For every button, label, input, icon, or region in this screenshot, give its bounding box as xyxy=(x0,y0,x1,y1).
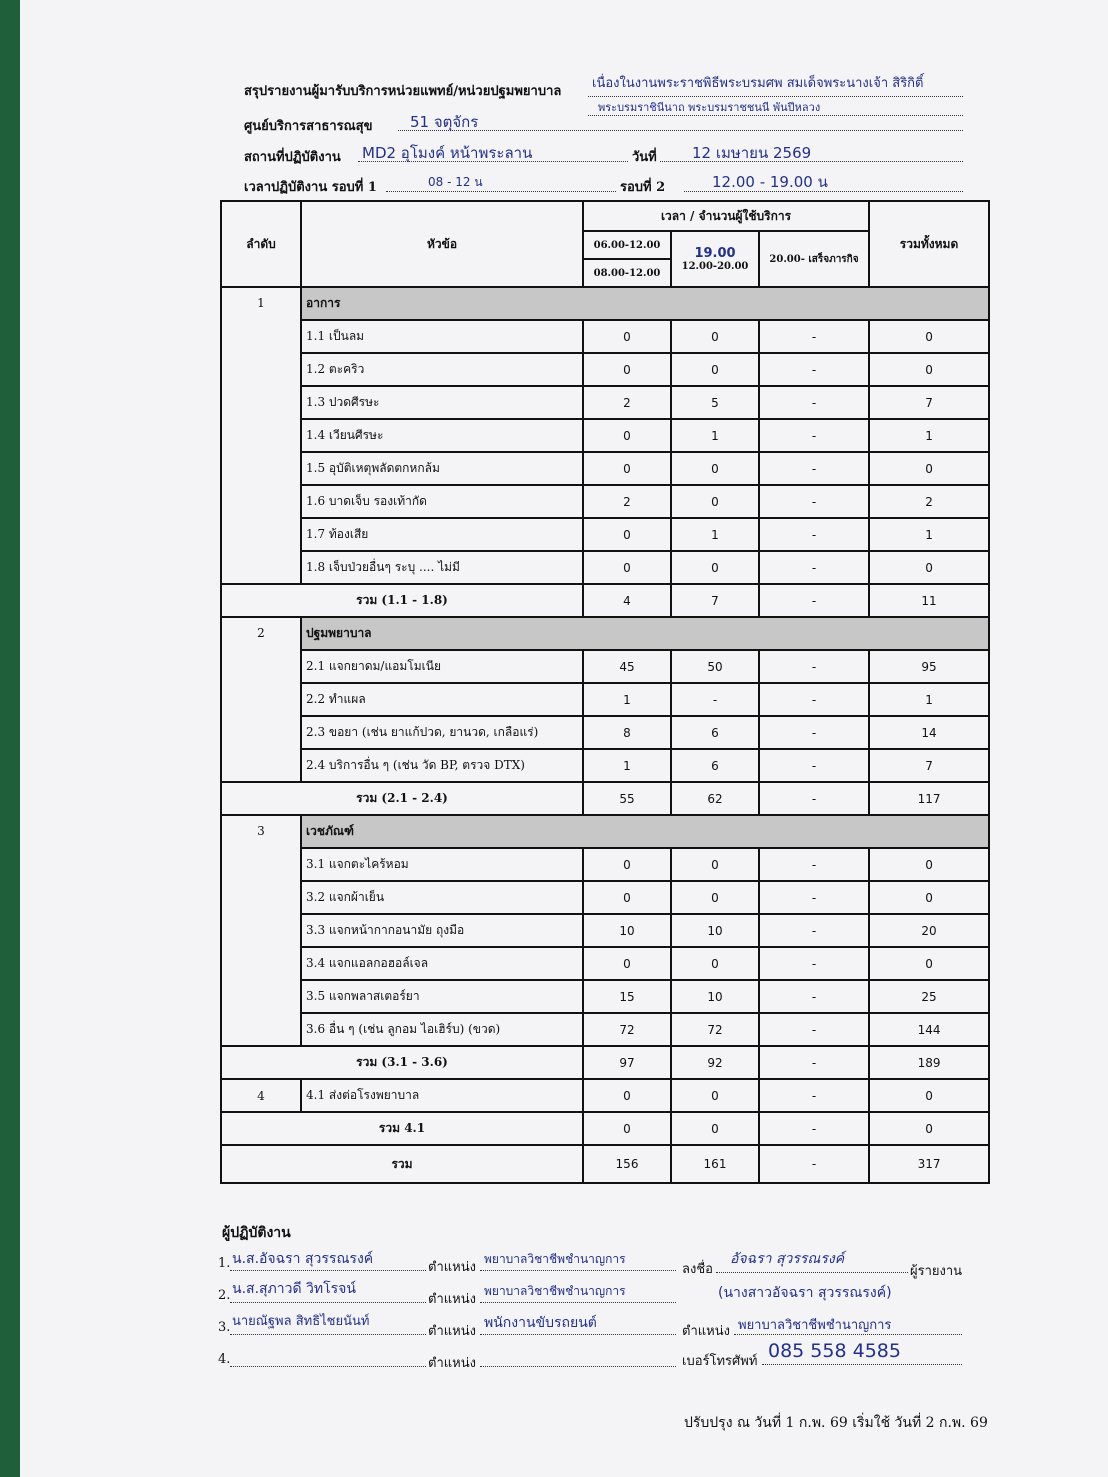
subtotal-v3: - xyxy=(759,1112,869,1145)
reporter-position: พยาบาลวิชาชีพชำนาญการ xyxy=(738,1318,892,1333)
row-label: 1.4 เวียนศีรษะ xyxy=(301,419,583,452)
row-v2: 0 xyxy=(671,848,759,881)
row-label: 1.6 บาดเจ็บ รองเท้ากัด xyxy=(301,485,583,518)
time-value-2: 12.00 - 19.00 น xyxy=(712,173,828,191)
row-v2: 6 xyxy=(671,749,759,782)
header-index: ลำดับ xyxy=(221,201,301,287)
subtotal-total: 0 xyxy=(869,1112,989,1145)
row-label: 3.1 แจกตะไคร้หอม xyxy=(301,848,583,881)
subtotal-row xyxy=(221,1112,989,1145)
row-v3: - xyxy=(759,353,869,386)
row-label: 3.4 แจกแอลกอฮอล์เจล xyxy=(301,947,583,980)
row-v2: 0 xyxy=(671,947,759,980)
subtotal-total: 189 xyxy=(869,1046,989,1079)
staff-position-label: ตำแหน่ง xyxy=(428,1356,476,1371)
reporter-label: ผู้รายงาน xyxy=(910,1264,963,1279)
row-v3: - xyxy=(759,485,869,518)
table-row xyxy=(221,914,989,947)
staff-no: 4. xyxy=(218,1352,231,1367)
section-index: 1 xyxy=(221,287,301,584)
row-v2: 10 xyxy=(671,914,759,947)
header-slot2 xyxy=(671,231,759,287)
row-v2: 0 xyxy=(671,353,759,386)
table-row xyxy=(221,551,989,584)
signature-label: ลงชื่อ xyxy=(682,1262,713,1277)
row-v3: - xyxy=(759,1013,869,1046)
section-title: อาการ xyxy=(301,287,989,320)
header-slot2-label: 12.00-20.00 xyxy=(681,261,749,272)
subtotal-label: รวม (1.1 - 1.8) xyxy=(221,584,583,617)
staff-position-label: ตำแหน่ง xyxy=(428,1260,476,1275)
dotted-line xyxy=(230,1334,426,1335)
dotted-line xyxy=(230,1366,426,1367)
row-total: 1 xyxy=(869,683,989,716)
row-v3: - xyxy=(759,518,869,551)
subtotal-v3: - xyxy=(759,584,869,617)
signature-value: อัจฉรา สุวรรณรงค์ xyxy=(730,1251,845,1267)
row-v2: 1 xyxy=(671,518,759,551)
subtotal-v3: - xyxy=(759,1046,869,1079)
row-v3: - xyxy=(759,650,869,683)
dotted-line xyxy=(480,1302,676,1303)
row-total: 20 xyxy=(869,914,989,947)
row-v3: - xyxy=(759,320,869,353)
reporter-position-label: ตำแหน่ง xyxy=(682,1324,730,1339)
table-row xyxy=(221,1013,989,1046)
section-index: 3 xyxy=(221,815,301,1046)
row-v3: - xyxy=(759,947,869,980)
row-total: 7 xyxy=(869,386,989,419)
row-v1: 0 xyxy=(583,947,671,980)
staff-position: พนักงานขับรถยนต์ xyxy=(484,1315,597,1331)
time-label: เวลาปฏิบัติงาน รอบที่ 1 xyxy=(244,180,377,195)
subtotal-v2: 62 xyxy=(671,782,759,815)
row-label: 3.2 แจกผ้าเย็น xyxy=(301,881,583,914)
table-row xyxy=(221,518,989,551)
staff-no: 2. xyxy=(218,1288,231,1303)
row-v1: 0 xyxy=(583,518,671,551)
staff-no: 1. xyxy=(218,1256,231,1271)
header-slot1-b: 08.00-12.00 xyxy=(583,259,671,287)
staff-position: พยาบาลวิชาชีพชำนาญการ xyxy=(484,1284,626,1298)
location-label: สถานที่ปฏิบัติงาน xyxy=(244,150,341,165)
row-v2: 1 xyxy=(671,419,759,452)
row-v1: 1 xyxy=(583,683,671,716)
row-v1: 0 xyxy=(583,353,671,386)
row-v2: 72 xyxy=(671,1013,759,1046)
row-label: 2.3 ขอยา (เช่น ยาแก้ปวด, ยานวด, เกลือแร่) xyxy=(301,716,583,749)
row-total: 2 xyxy=(869,485,989,518)
row-v2: 0 xyxy=(671,881,759,914)
table-row xyxy=(221,980,989,1013)
center-value: 51 จตุจักร xyxy=(410,113,479,131)
row-v1: 0 xyxy=(583,320,671,353)
row-v3: - xyxy=(759,914,869,947)
row-v3: - xyxy=(759,419,869,452)
row-v2: 50 xyxy=(671,650,759,683)
table-row xyxy=(221,485,989,518)
row-label: 1.7 ท้องเสีย xyxy=(301,518,583,551)
row-total: 0 xyxy=(869,1079,989,1112)
grand-total-v3: - xyxy=(759,1145,869,1183)
staff-position-label: ตำแหน่ง xyxy=(428,1324,476,1339)
table-row xyxy=(221,386,989,419)
dotted-line xyxy=(762,1364,962,1365)
grand-total-row xyxy=(221,1145,989,1183)
dotted-line xyxy=(588,115,963,116)
subtotal-v1: 97 xyxy=(583,1046,671,1079)
row-total: 1 xyxy=(869,518,989,551)
round2-label: รอบที่ 2 xyxy=(620,180,666,195)
row-total: 0 xyxy=(869,551,989,584)
section-index: 2 xyxy=(221,617,301,782)
title-value-1: เนื่องในงานพระราชพิธีพระบรมศพ สมเด็จพระนางเจ้า สิริกิติ์ xyxy=(592,76,924,91)
header-slot3: 20.00- เสร็จภารกิจ xyxy=(759,231,869,287)
staff-name: น.ส.สุภาวดี วิทโรจน์ xyxy=(232,1281,356,1297)
row-v3: - xyxy=(759,386,869,419)
subtotal-label: รวม (2.1 - 2.4) xyxy=(221,782,583,815)
row-label: 2.4 บริการอื่น ๆ (เช่น วัด BP, ตรวจ DTX) xyxy=(301,749,583,782)
row-total: 25 xyxy=(869,980,989,1013)
table-row xyxy=(221,320,989,353)
subtotal-row xyxy=(221,1046,989,1079)
row-v3: - xyxy=(759,848,869,881)
service-table xyxy=(220,200,990,1184)
revision-note: ปรับปรุง ณ วันที่ 1 ก.พ. 69 เริ่มใช้ วันที่ 2 ก.พ. 69 xyxy=(684,1415,988,1431)
row-v1: 0 xyxy=(583,551,671,584)
grand-total-v1: 156 xyxy=(583,1145,671,1183)
row-v1: 0 xyxy=(583,1079,671,1112)
dotted-line xyxy=(480,1270,676,1271)
row-v2: 0 xyxy=(671,1079,759,1112)
row-v1: 72 xyxy=(583,1013,671,1046)
header-slot2-note: 19.00 xyxy=(694,246,736,261)
staff-position-label: ตำแหน่ง xyxy=(428,1292,476,1307)
row-label: 2.1 แจกยาดม/แอมโมเนีย xyxy=(301,650,583,683)
row-total: 0 xyxy=(869,848,989,881)
table-row xyxy=(221,881,989,914)
row-v2: 10 xyxy=(671,980,759,1013)
subtotal-total: 11 xyxy=(869,584,989,617)
row-v1: 0 xyxy=(583,848,671,881)
row-total: 0 xyxy=(869,353,989,386)
row-v3: - xyxy=(759,716,869,749)
grand-total-label: รวม xyxy=(221,1145,583,1183)
row-v3: - xyxy=(759,683,869,716)
row-total: 14 xyxy=(869,716,989,749)
subtotal-v1: 0 xyxy=(583,1112,671,1145)
row-v2: - xyxy=(671,683,759,716)
subtotal-v2: 0 xyxy=(671,1112,759,1145)
row-total: 95 xyxy=(869,650,989,683)
row-v1: 0 xyxy=(583,881,671,914)
table-row xyxy=(221,650,989,683)
staff-position: พยาบาลวิชาชีพชำนาญการ xyxy=(484,1252,626,1266)
phone-value: 085 558 4585 xyxy=(768,1340,901,1362)
row-v1: 0 xyxy=(583,419,671,452)
table-row xyxy=(221,749,989,782)
subtotal-total: 117 xyxy=(869,782,989,815)
row-label: 1.2 ตะคริว xyxy=(301,353,583,386)
row-v2: 0 xyxy=(671,452,759,485)
table-row xyxy=(221,419,989,452)
staff-name: นายณัฐพล สิทธิไชยนันท์ xyxy=(232,1314,370,1329)
row-total: 0 xyxy=(869,947,989,980)
header-total: รวมทั้งหมด xyxy=(869,201,989,287)
subtotal-v2: 92 xyxy=(671,1046,759,1079)
row-v1: 2 xyxy=(583,386,671,419)
row-v3: - xyxy=(759,452,869,485)
dotted-line xyxy=(230,1270,426,1271)
date-label: วันที่ xyxy=(632,150,657,165)
row-v2: 0 xyxy=(671,320,759,353)
row-v3: - xyxy=(759,749,869,782)
row-v3: - xyxy=(759,881,869,914)
header-time-group: เวลา / จำนวนผู้ใช้บริการ xyxy=(583,201,869,231)
row-v2: 6 xyxy=(671,716,759,749)
row-v3: - xyxy=(759,551,869,584)
header-slot1-a: 06.00-12.00 xyxy=(583,231,671,259)
section-title: เวชภัณฑ์ xyxy=(301,815,989,848)
row-total: 0 xyxy=(869,320,989,353)
header-topic: หัวข้อ xyxy=(301,201,583,287)
staff-heading: ผู้ปฏิบัติงาน xyxy=(222,1225,291,1241)
row-v2: 0 xyxy=(671,485,759,518)
row-label: 3.3 แจกหน้ากากอนามัย ถุงมือ xyxy=(301,914,583,947)
table-row xyxy=(221,716,989,749)
row-v1: 15 xyxy=(583,980,671,1013)
table-row xyxy=(221,683,989,716)
table-row xyxy=(221,1079,989,1112)
row-label: 3.6 อื่น ๆ (เช่น ลูกอม ไอเฮิร์บ) (ขวด) xyxy=(301,1013,583,1046)
section-index: 4 xyxy=(221,1079,301,1112)
staff-name: น.ส.อัจฉรา สุวรรณรงค์ xyxy=(232,1251,374,1267)
subtotal-row xyxy=(221,782,989,815)
row-label: 4.1 ส่งต่อโรงพยาบาล xyxy=(301,1079,583,1112)
row-label: 1.3 ปวดศีรษะ xyxy=(301,386,583,419)
grand-total-total: 317 xyxy=(869,1145,989,1183)
row-v1: 45 xyxy=(583,650,671,683)
subtotal-label: รวม (3.1 - 3.6) xyxy=(221,1046,583,1079)
dotted-line xyxy=(588,96,963,97)
time-value-1: 08 - 12 น xyxy=(428,175,483,189)
subtotal-v1: 4 xyxy=(583,584,671,617)
subtotal-label: รวม 4.1 xyxy=(221,1112,583,1145)
dotted-line xyxy=(716,1272,908,1273)
row-total: 1 xyxy=(869,419,989,452)
row-v3: - xyxy=(759,1079,869,1112)
table-row xyxy=(221,353,989,386)
row-label: 3.5 แจกพลาสเตอร์ยา xyxy=(301,980,583,1013)
staff-no: 3. xyxy=(218,1320,231,1335)
row-v3: - xyxy=(759,980,869,1013)
dotted-line xyxy=(480,1334,676,1335)
row-total: 0 xyxy=(869,452,989,485)
dotted-line xyxy=(230,1302,426,1303)
row-label: 1.1 เป็นลม xyxy=(301,320,583,353)
phone-label: เบอร์โทรศัพท์ xyxy=(682,1354,758,1369)
row-total: 7 xyxy=(869,749,989,782)
table-row xyxy=(221,848,989,881)
row-label: 2.2 ทำแผล xyxy=(301,683,583,716)
row-total: 144 xyxy=(869,1013,989,1046)
date-value: 12 เมษายน 2569 xyxy=(692,144,812,162)
row-v1: 2 xyxy=(583,485,671,518)
subtotal-v3: - xyxy=(759,782,869,815)
row-v1: 0 xyxy=(583,452,671,485)
table-row xyxy=(221,947,989,980)
title-value-2: พระบรมราชินีนาถ พระบรมราชชนนี พันปีหลวง xyxy=(598,101,821,114)
row-v1: 10 xyxy=(583,914,671,947)
dotted-line xyxy=(386,191,616,192)
row-total: 0 xyxy=(869,881,989,914)
center-label: ศูนย์บริการสาธารณสุข xyxy=(244,119,373,134)
section-title: ปฐมพยาบาล xyxy=(301,617,989,650)
row-v1: 1 xyxy=(583,749,671,782)
dotted-line xyxy=(398,130,963,131)
reporter-name: (นางสาวอัจฉรา สุวรรณรงค์) xyxy=(718,1285,892,1301)
row-label: 1.5 อุบัติเหตุพลัดตกหกล้ม xyxy=(301,452,583,485)
dotted-line xyxy=(480,1366,676,1367)
location-value: MD2 อุโมงค์ หน้าพระลาน xyxy=(362,144,533,162)
subtotal-v2: 7 xyxy=(671,584,759,617)
subtotal-row xyxy=(221,584,989,617)
table-row xyxy=(221,452,989,485)
row-v2: 0 xyxy=(671,551,759,584)
title-label: สรุปรายงานผู้มารับบริการหน่วยแพทย์/หน่วยปฐมพยาบาล xyxy=(244,84,562,99)
row-v1: 8 xyxy=(583,716,671,749)
row-v2: 5 xyxy=(671,386,759,419)
grand-total-v2: 161 xyxy=(671,1145,759,1183)
subtotal-v1: 55 xyxy=(583,782,671,815)
row-label: 1.8 เจ็บป่วยอื่นๆ ระบุ .... ไม่มี xyxy=(301,551,583,584)
